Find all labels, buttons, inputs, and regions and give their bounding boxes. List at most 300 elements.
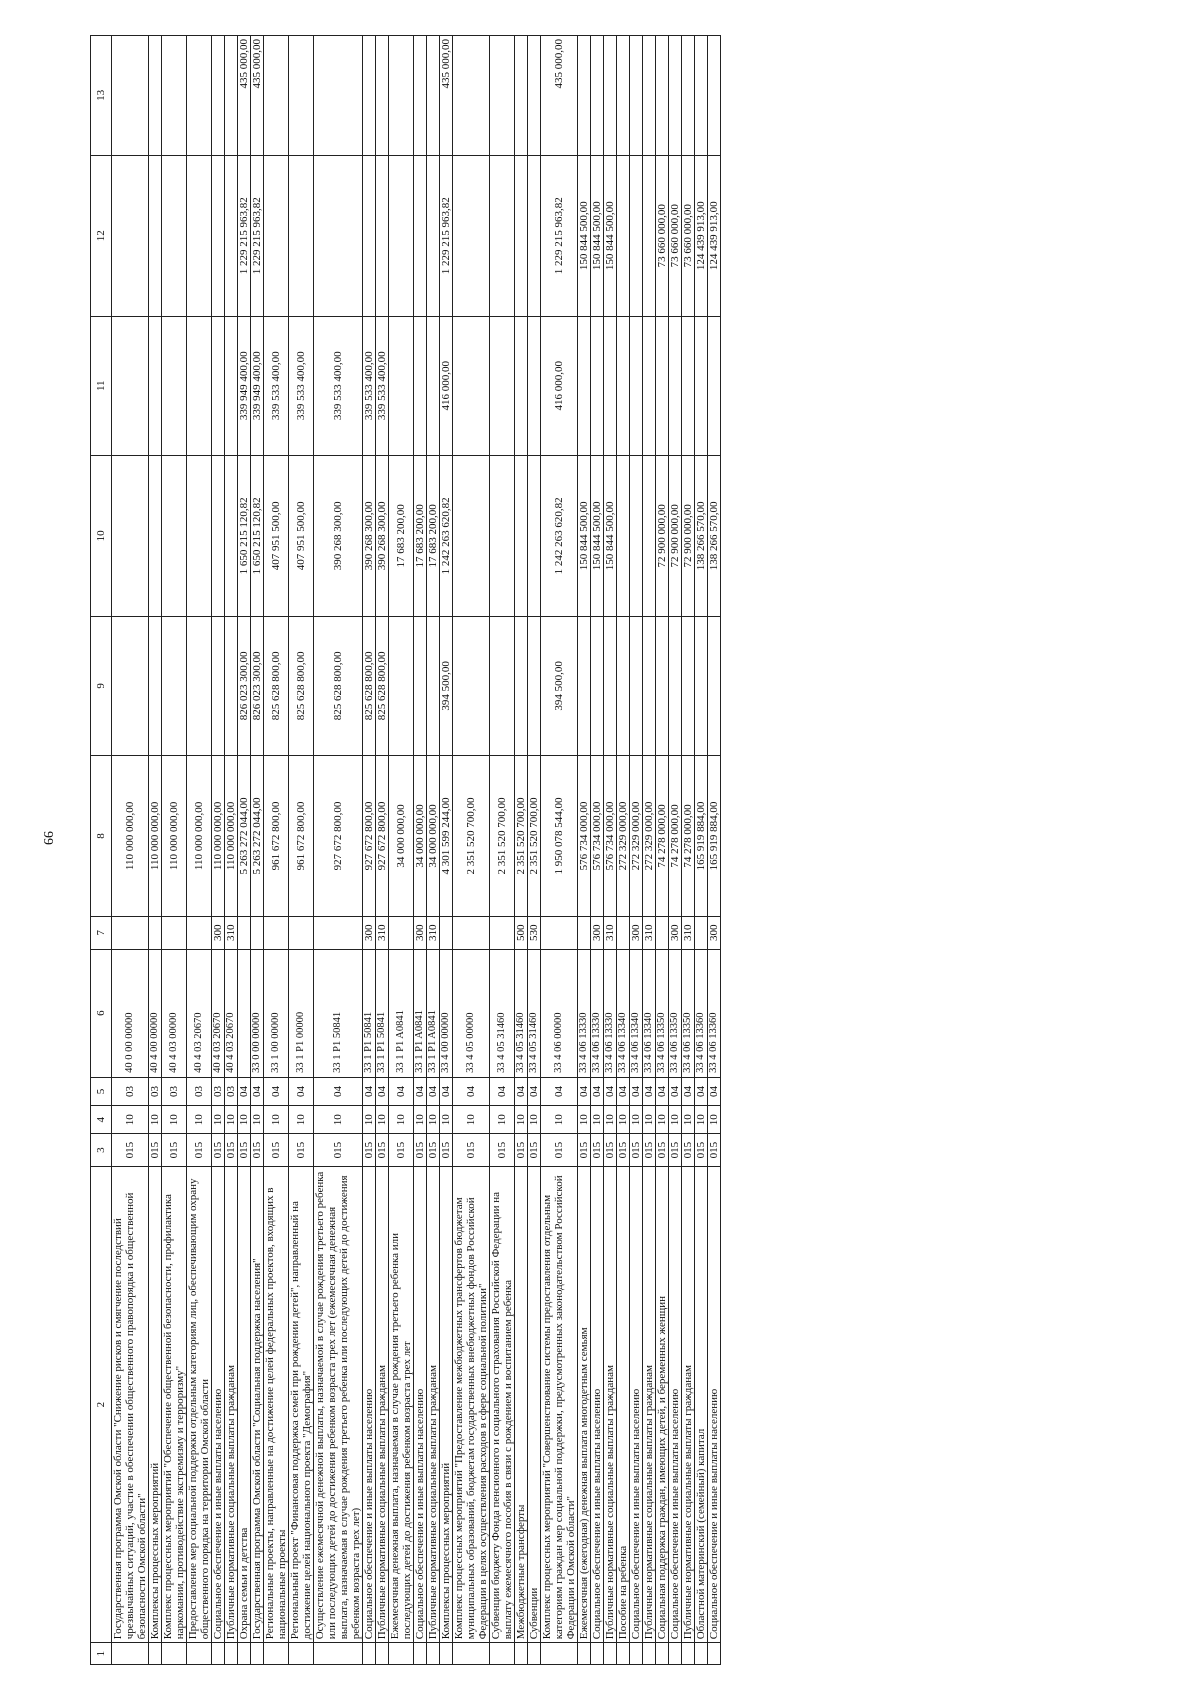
table-row: [238, 36, 251, 1665]
row-cell-c11: 339 533 400,00: [376, 316, 389, 455]
row-cell-c12: [225, 155, 238, 316]
row-cell-col1: [225, 1643, 238, 1665]
column-header-3: 3: [91, 1134, 112, 1167]
row-cell-c13: [617, 36, 630, 156]
row-cell-c11: [656, 316, 669, 455]
row-cell-c3: 015: [314, 1134, 363, 1167]
row-cell-c12: 150 844 500,00: [604, 155, 617, 316]
row-cell-c7: [162, 916, 187, 949]
row-cell-c3: 015: [490, 1134, 515, 1167]
row-cell-c9: [630, 616, 643, 755]
row-cell-c13: [414, 36, 427, 156]
row-cell-c9: 825 628 800,00: [289, 616, 314, 755]
row-cell-c10: [112, 455, 149, 616]
row-name-cell: Субвенции бюджету Фонда пенсионного и социального страхования Российской Федерации на выплату ежемесячного пособия в связи с рождением и воспитанием ребенка: [490, 1166, 515, 1642]
row-cell-c10: [528, 455, 541, 616]
row-cell-c7: 300: [414, 916, 427, 949]
row-cell-c9: 825 628 800,00: [314, 616, 363, 755]
row-cell-col1: [708, 1643, 721, 1665]
row-cell-c13: [212, 36, 225, 156]
row-cell-c6: 33 4 05 00000: [453, 949, 490, 1077]
row-cell-c4: 10: [289, 1106, 314, 1134]
row-cell-c8: 5 263 272 044,00: [251, 755, 264, 916]
row-cell-c10: 150 844 500,00: [578, 455, 591, 616]
row-cell-c5: 03: [162, 1077, 187, 1105]
row-cell-col1: [490, 1643, 515, 1665]
row-cell-c10: [162, 455, 187, 616]
table-row: [264, 36, 289, 1665]
row-cell-c10: 1 650 215 120,82: [251, 455, 264, 616]
row-cell-c4: 10: [490, 1106, 515, 1134]
row-cell-c9: [682, 616, 695, 755]
row-cell-c12: [630, 155, 643, 316]
row-cell-c6: 33 0 00 00000: [251, 949, 264, 1077]
row-cell-c3: 015: [682, 1134, 695, 1167]
row-cell-c12: 1 229 215 963,82: [440, 155, 453, 316]
row-cell-c7: 310: [376, 916, 389, 949]
table-row: [695, 36, 708, 1665]
row-cell-c11: 339 533 400,00: [264, 316, 289, 455]
row-name-cell: Предоставление мер социальной поддержки отдельным категориям лиц, обеспечивающим охрану общественного порядка на территории Омской области: [187, 1166, 212, 1642]
row-cell-c4: 10: [212, 1106, 225, 1134]
row-cell-c12: 73 660 000,00: [682, 155, 695, 316]
row-cell-c10: [630, 455, 643, 616]
table-row: [149, 36, 162, 1665]
row-cell-c5: 04: [363, 1077, 376, 1105]
row-cell-c13: [515, 36, 528, 156]
row-cell-c5: 04: [414, 1077, 427, 1105]
row-cell-c9: [225, 616, 238, 755]
row-cell-c8: 272 329 000,00: [630, 755, 643, 916]
table-row: [643, 36, 656, 1665]
row-cell-c7: 300: [669, 916, 682, 949]
column-header-8: 8: [91, 755, 112, 916]
column-header-12: 12: [91, 155, 112, 316]
row-name-cell: Областной материнский (семейный) капитал: [695, 1166, 708, 1642]
row-cell-c11: [604, 316, 617, 455]
row-cell-c11: [591, 316, 604, 455]
row-name-cell: Охрана семьи и детства: [238, 1166, 251, 1642]
row-cell-c10: 390 268 300,00: [363, 455, 376, 616]
row-cell-c4: 10: [604, 1106, 617, 1134]
column-header-2: 2: [91, 1166, 112, 1642]
row-cell-c9: [112, 616, 149, 755]
row-cell-c12: 150 844 500,00: [578, 155, 591, 316]
row-cell-c6: 40 4 00 00000: [149, 949, 162, 1077]
table-row: [427, 36, 440, 1665]
row-cell-c4: 10: [515, 1106, 528, 1134]
row-cell-c3: 015: [162, 1134, 187, 1167]
table-row: [212, 36, 225, 1665]
row-cell-c11: [630, 316, 643, 455]
row-cell-c11: 339 949 400,00: [251, 316, 264, 455]
row-cell-c8: 2 351 520 700,00: [528, 755, 541, 916]
row-cell-c9: [695, 616, 708, 755]
row-cell-c13: [187, 36, 212, 156]
row-cell-col1: [187, 1643, 212, 1665]
row-cell-c3: 015: [453, 1134, 490, 1167]
row-name-cell: Социальная поддержка граждан, имеющих детей, и беременных женщин: [656, 1166, 669, 1642]
row-cell-c8: 4 301 599 244,00: [440, 755, 453, 916]
row-cell-c11: 339 533 400,00: [314, 316, 363, 455]
table-row: [376, 36, 389, 1665]
row-cell-col1: [578, 1643, 591, 1665]
row-cell-c10: 390 268 300,00: [314, 455, 363, 616]
row-cell-c3: 015: [427, 1134, 440, 1167]
row-cell-c11: [669, 316, 682, 455]
row-cell-c11: 416 000,00: [541, 316, 578, 455]
row-cell-c3: 015: [289, 1134, 314, 1167]
row-cell-c7: 310: [225, 916, 238, 949]
row-cell-c11: [643, 316, 656, 455]
row-cell-c10: 72 900 000,00: [656, 455, 669, 616]
row-name-cell: Комплексы процессных мероприятий: [440, 1166, 453, 1642]
row-cell-c8: 2 351 520 700,00: [453, 755, 490, 916]
row-cell-c11: [389, 316, 414, 455]
column-header-13: 13: [91, 36, 112, 156]
row-cell-c7: [617, 916, 630, 949]
row-cell-c9: [528, 616, 541, 755]
row-cell-c5: 04: [453, 1077, 490, 1105]
row-cell-c6: 33 1 P1 50841: [363, 949, 376, 1077]
row-cell-c4: 10: [149, 1106, 162, 1134]
column-header-5: 5: [91, 1077, 112, 1105]
row-cell-c8: 927 672 800,00: [376, 755, 389, 916]
row-cell-c13: [314, 36, 363, 156]
row-cell-c8: 34 000 000,00: [414, 755, 427, 916]
row-cell-c4: 10: [112, 1106, 149, 1134]
row-cell-c9: [617, 616, 630, 755]
row-cell-c6: 33 4 06 00000: [541, 949, 578, 1077]
row-cell-col1: [669, 1643, 682, 1665]
row-name-cell: Государственная программа Омской области "Снижение рисков и смягчение последствий чрезвычайных ситуаций, участие в обеспечении общественного правопорядка и общественной безопасности Омской области": [112, 1166, 149, 1642]
row-cell-c8: 961 672 800,00: [264, 755, 289, 916]
table-row: [162, 36, 187, 1665]
row-cell-c5: 04: [490, 1077, 515, 1105]
row-cell-c10: 138 266 570,00: [695, 455, 708, 616]
table-row: [453, 36, 490, 1665]
table-row: [591, 36, 604, 1665]
row-cell-c9: 394 500,00: [541, 616, 578, 755]
row-cell-c7: 300: [630, 916, 643, 949]
row-cell-c11: 339 533 400,00: [363, 316, 376, 455]
row-cell-c4: 10: [578, 1106, 591, 1134]
row-name-cell: Публичные нормативные социальные выплаты гражданам: [427, 1166, 440, 1642]
row-cell-c6: 40 4 03 20670: [187, 949, 212, 1077]
row-cell-c11: [682, 316, 695, 455]
row-name-cell: Государственная программа Омской области "Социальная поддержка населения": [251, 1166, 264, 1642]
row-cell-c7: 310: [604, 916, 617, 949]
column-header-1: 1: [91, 1643, 112, 1665]
row-cell-c4: 10: [225, 1106, 238, 1134]
row-name-cell: Комплекс процессных мероприятий "Обеспечение общественной безопасности, профилактика наркомании, противодействие экстремизму и терроризму": [162, 1166, 187, 1642]
row-cell-c5: 04: [251, 1077, 264, 1105]
row-cell-c13: 435 000,00: [238, 36, 251, 156]
row-cell-c10: [643, 455, 656, 616]
row-name-cell: Социальное обеспечение и иные выплаты населению: [414, 1166, 427, 1642]
row-cell-c3: 015: [363, 1134, 376, 1167]
row-cell-c4: 10: [591, 1106, 604, 1134]
row-cell-c8: 110 000 000,00: [187, 755, 212, 916]
row-cell-c3: 015: [695, 1134, 708, 1167]
row-cell-c12: 124 439 913,00: [695, 155, 708, 316]
row-cell-c11: [162, 316, 187, 455]
row-cell-c10: [453, 455, 490, 616]
row-cell-c10: 1 650 215 120,82: [238, 455, 251, 616]
row-cell-c6: 33 4 06 13330: [591, 949, 604, 1077]
row-cell-c6: 40 0 00 00000: [112, 949, 149, 1077]
row-cell-c4: 10: [314, 1106, 363, 1134]
row-cell-c4: 10: [414, 1106, 427, 1134]
row-cell-c8: 2 351 520 700,00: [490, 755, 515, 916]
row-cell-c11: [414, 316, 427, 455]
row-cell-c7: [149, 916, 162, 949]
row-cell-c13: [162, 36, 187, 156]
row-cell-col1: [289, 1643, 314, 1665]
row-cell-c7: 300: [708, 916, 721, 949]
row-name-cell: Публичные нормативные социальные выплаты гражданам: [376, 1166, 389, 1642]
table-row: [440, 36, 453, 1665]
row-cell-c11: [187, 316, 212, 455]
row-cell-c9: [453, 616, 490, 755]
row-cell-c8: 110 000 000,00: [162, 755, 187, 916]
row-cell-c10: [149, 455, 162, 616]
column-header-10: 10: [91, 455, 112, 616]
row-cell-c3: 015: [264, 1134, 289, 1167]
table-row: [187, 36, 212, 1665]
row-cell-c3: 015: [149, 1134, 162, 1167]
row-cell-c5: 04: [264, 1077, 289, 1105]
row-cell-c4: 10: [389, 1106, 414, 1134]
table-row: [528, 36, 541, 1665]
row-cell-col1: [591, 1643, 604, 1665]
row-cell-col1: [528, 1643, 541, 1665]
row-cell-c13: [528, 36, 541, 156]
row-cell-c4: 10: [656, 1106, 669, 1134]
row-cell-c13: [630, 36, 643, 156]
row-name-cell: Социальное обеспечение и иные выплаты населению: [630, 1166, 643, 1642]
row-cell-c7: [238, 916, 251, 949]
row-cell-col1: [376, 1643, 389, 1665]
row-cell-c12: [617, 155, 630, 316]
row-cell-c11: [617, 316, 630, 455]
row-cell-c9: [643, 616, 656, 755]
row-cell-c10: 138 266 570,00: [708, 455, 721, 616]
row-cell-col1: [541, 1643, 578, 1665]
row-cell-c4: 10: [264, 1106, 289, 1134]
table-row: [225, 36, 238, 1665]
row-cell-c6: 33 1 P1 A0841: [389, 949, 414, 1077]
budget-table: [90, 35, 721, 1665]
row-cell-c13: [578, 36, 591, 156]
row-name-cell: Комплекс процессных мероприятий "Предоставление межбюджетных трансфертов бюджетам муниципальных образований, бюджетам государственных внебюджетных фондов Российской Федерации в целях осуществления расходов в сфере социальной политики": [453, 1166, 490, 1642]
row-cell-c9: [389, 616, 414, 755]
row-cell-c7: [112, 916, 149, 949]
row-cell-c13: 435 000,00: [541, 36, 578, 156]
row-name-cell: Социальное обеспечение и иные выплаты населению: [591, 1166, 604, 1642]
row-cell-c6: [238, 949, 251, 1077]
row-cell-c13: [389, 36, 414, 156]
row-cell-c4: 10: [376, 1106, 389, 1134]
row-cell-c4: 10: [617, 1106, 630, 1134]
row-cell-c13: 435 000,00: [440, 36, 453, 156]
row-cell-c3: 015: [669, 1134, 682, 1167]
row-cell-c4: 10: [682, 1106, 695, 1134]
row-cell-c10: 17 683 200,00: [389, 455, 414, 616]
row-cell-c10: 407 951 500,00: [264, 455, 289, 616]
row-cell-c12: [427, 155, 440, 316]
row-cell-c12: [376, 155, 389, 316]
row-name-cell: Субвенции: [528, 1166, 541, 1642]
row-cell-c3: 015: [708, 1134, 721, 1167]
row-cell-c9: [414, 616, 427, 755]
row-cell-c12: [490, 155, 515, 316]
row-cell-c7: [389, 916, 414, 949]
row-cell-c3: 015: [528, 1134, 541, 1167]
row-cell-c5: 04: [440, 1077, 453, 1105]
row-cell-c3: 015: [251, 1134, 264, 1167]
row-cell-c5: 04: [389, 1077, 414, 1105]
row-name-cell: Осуществление ежемесячной денежной выплаты, назначаемой в случае рождения третьего ребенка или последующих детей до достижения ребенком возраста трех лет (ежемесячная денежная выплата, назначаемая в случае рождения третьего ребенка или последующих детей до достижения ребенком возраста трех лет): [314, 1166, 363, 1642]
row-cell-col1: [363, 1643, 376, 1665]
row-name-cell: Публичные нормативные социальные выплаты гражданам: [682, 1166, 695, 1642]
row-name-cell: Региональные проекты, направленные на достижение целей федеральных проектов, входящих в национальные проекты: [264, 1166, 289, 1642]
table-row: [112, 36, 149, 1665]
row-cell-c5: 04: [708, 1077, 721, 1105]
row-cell-c3: 015: [376, 1134, 389, 1167]
row-cell-c8: 2 351 520 700,00: [515, 755, 528, 916]
row-cell-c13: [376, 36, 389, 156]
row-cell-c4: 10: [251, 1106, 264, 1134]
row-cell-c6: 33 1 P1 50841: [314, 949, 363, 1077]
row-cell-c11: [490, 316, 515, 455]
row-cell-c12: [162, 155, 187, 316]
row-cell-c6: 33 1 P1 50841: [376, 949, 389, 1077]
row-cell-c5: 04: [427, 1077, 440, 1105]
row-cell-c7: [187, 916, 212, 949]
row-cell-c3: 015: [591, 1134, 604, 1167]
row-cell-c3: 015: [389, 1134, 414, 1167]
row-cell-c8: 110 000 000,00: [225, 755, 238, 916]
table-row: [630, 36, 643, 1665]
row-name-cell: Региональный проект "Финансовая поддержка семей при рождении детей", направленный на достижение целей национального проекта "Демография": [289, 1166, 314, 1642]
row-cell-c8: 74 278 000,00: [656, 755, 669, 916]
row-cell-c10: 1 242 263 620,82: [541, 455, 578, 616]
row-cell-c9: [427, 616, 440, 755]
row-cell-c13: [604, 36, 617, 156]
row-cell-c8: 165 919 884,00: [708, 755, 721, 916]
row-name-cell: Публичные нормативные социальные выплаты гражданам: [225, 1166, 238, 1642]
row-cell-col1: [162, 1643, 187, 1665]
row-cell-c6: 33 1 P1 A0841: [427, 949, 440, 1077]
row-cell-c7: [541, 916, 578, 949]
row-cell-col1: [643, 1643, 656, 1665]
column-header-7: 7: [91, 916, 112, 949]
table-row: [289, 36, 314, 1665]
row-cell-c6: 33 4 05 31460: [528, 949, 541, 1077]
row-cell-c7: 310: [682, 916, 695, 949]
row-cell-c4: 10: [453, 1106, 490, 1134]
row-cell-c9: 394 500,00: [440, 616, 453, 755]
row-cell-c5: 03: [149, 1077, 162, 1105]
row-cell-c4: 10: [187, 1106, 212, 1134]
row-cell-c13: [225, 36, 238, 156]
row-cell-c11: [515, 316, 528, 455]
row-cell-c12: [149, 155, 162, 316]
row-cell-c5: 03: [225, 1077, 238, 1105]
row-cell-col1: [427, 1643, 440, 1665]
row-cell-col1: [238, 1643, 251, 1665]
row-cell-c12: 124 439 913,00: [708, 155, 721, 316]
row-cell-col1: [515, 1643, 528, 1665]
row-cell-c9: 825 628 800,00: [264, 616, 289, 755]
row-cell-c5: 04: [643, 1077, 656, 1105]
row-cell-c11: [149, 316, 162, 455]
row-cell-c13: [643, 36, 656, 156]
row-cell-c4: 10: [238, 1106, 251, 1134]
row-cell-c3: 015: [604, 1134, 617, 1167]
row-cell-c10: 390 268 300,00: [376, 455, 389, 616]
row-cell-c10: 17 683 200,00: [427, 455, 440, 616]
row-cell-c7: 300: [363, 916, 376, 949]
row-cell-c8: 165 919 884,00: [695, 755, 708, 916]
row-cell-c5: 04: [314, 1077, 363, 1105]
row-cell-col1: [149, 1643, 162, 1665]
row-cell-c3: 015: [225, 1134, 238, 1167]
row-cell-c12: [112, 155, 149, 316]
row-cell-c7: [264, 916, 289, 949]
row-cell-c11: 416 000,00: [440, 316, 453, 455]
table-row: [708, 36, 721, 1665]
row-cell-col1: [682, 1643, 695, 1665]
table-row: [578, 36, 591, 1665]
table-row: [604, 36, 617, 1665]
row-cell-c4: 10: [427, 1106, 440, 1134]
row-cell-c6: 33 4 06 13330: [604, 949, 617, 1077]
row-cell-c9: [656, 616, 669, 755]
row-cell-c8: 927 672 800,00: [314, 755, 363, 916]
row-cell-c12: [264, 155, 289, 316]
row-cell-c13: [289, 36, 314, 156]
row-cell-c12: 150 844 500,00: [591, 155, 604, 316]
row-cell-c9: 825 628 800,00: [363, 616, 376, 755]
row-cell-c8: 1 950 078 544,00: [541, 755, 578, 916]
row-cell-c3: 015: [440, 1134, 453, 1167]
row-cell-c4: 10: [708, 1106, 721, 1134]
row-cell-c11: [427, 316, 440, 455]
table-row: [617, 36, 630, 1665]
row-cell-c7: [656, 916, 669, 949]
row-cell-c8: 74 278 000,00: [669, 755, 682, 916]
row-cell-c10: [212, 455, 225, 616]
row-cell-c13: [490, 36, 515, 156]
row-cell-c5: 04: [541, 1077, 578, 1105]
row-cell-c4: 10: [669, 1106, 682, 1134]
row-cell-c6: 40 4 03 20670: [212, 949, 225, 1077]
row-cell-c7: [490, 916, 515, 949]
row-name-cell: Публичные нормативные социальные выплаты гражданам: [604, 1166, 617, 1642]
row-cell-c4: 10: [541, 1106, 578, 1134]
row-cell-c7: [578, 916, 591, 949]
row-cell-c13: [363, 36, 376, 156]
row-cell-c13: [453, 36, 490, 156]
row-cell-c5: 04: [289, 1077, 314, 1105]
row-cell-c8: 110 000 000,00: [212, 755, 225, 916]
row-cell-c6: 33 4 06 13350: [669, 949, 682, 1077]
row-cell-c8: 272 329 000,00: [617, 755, 630, 916]
row-cell-c5: 04: [515, 1077, 528, 1105]
row-name-cell: Публичные нормативные социальные выплаты гражданам: [643, 1166, 656, 1642]
